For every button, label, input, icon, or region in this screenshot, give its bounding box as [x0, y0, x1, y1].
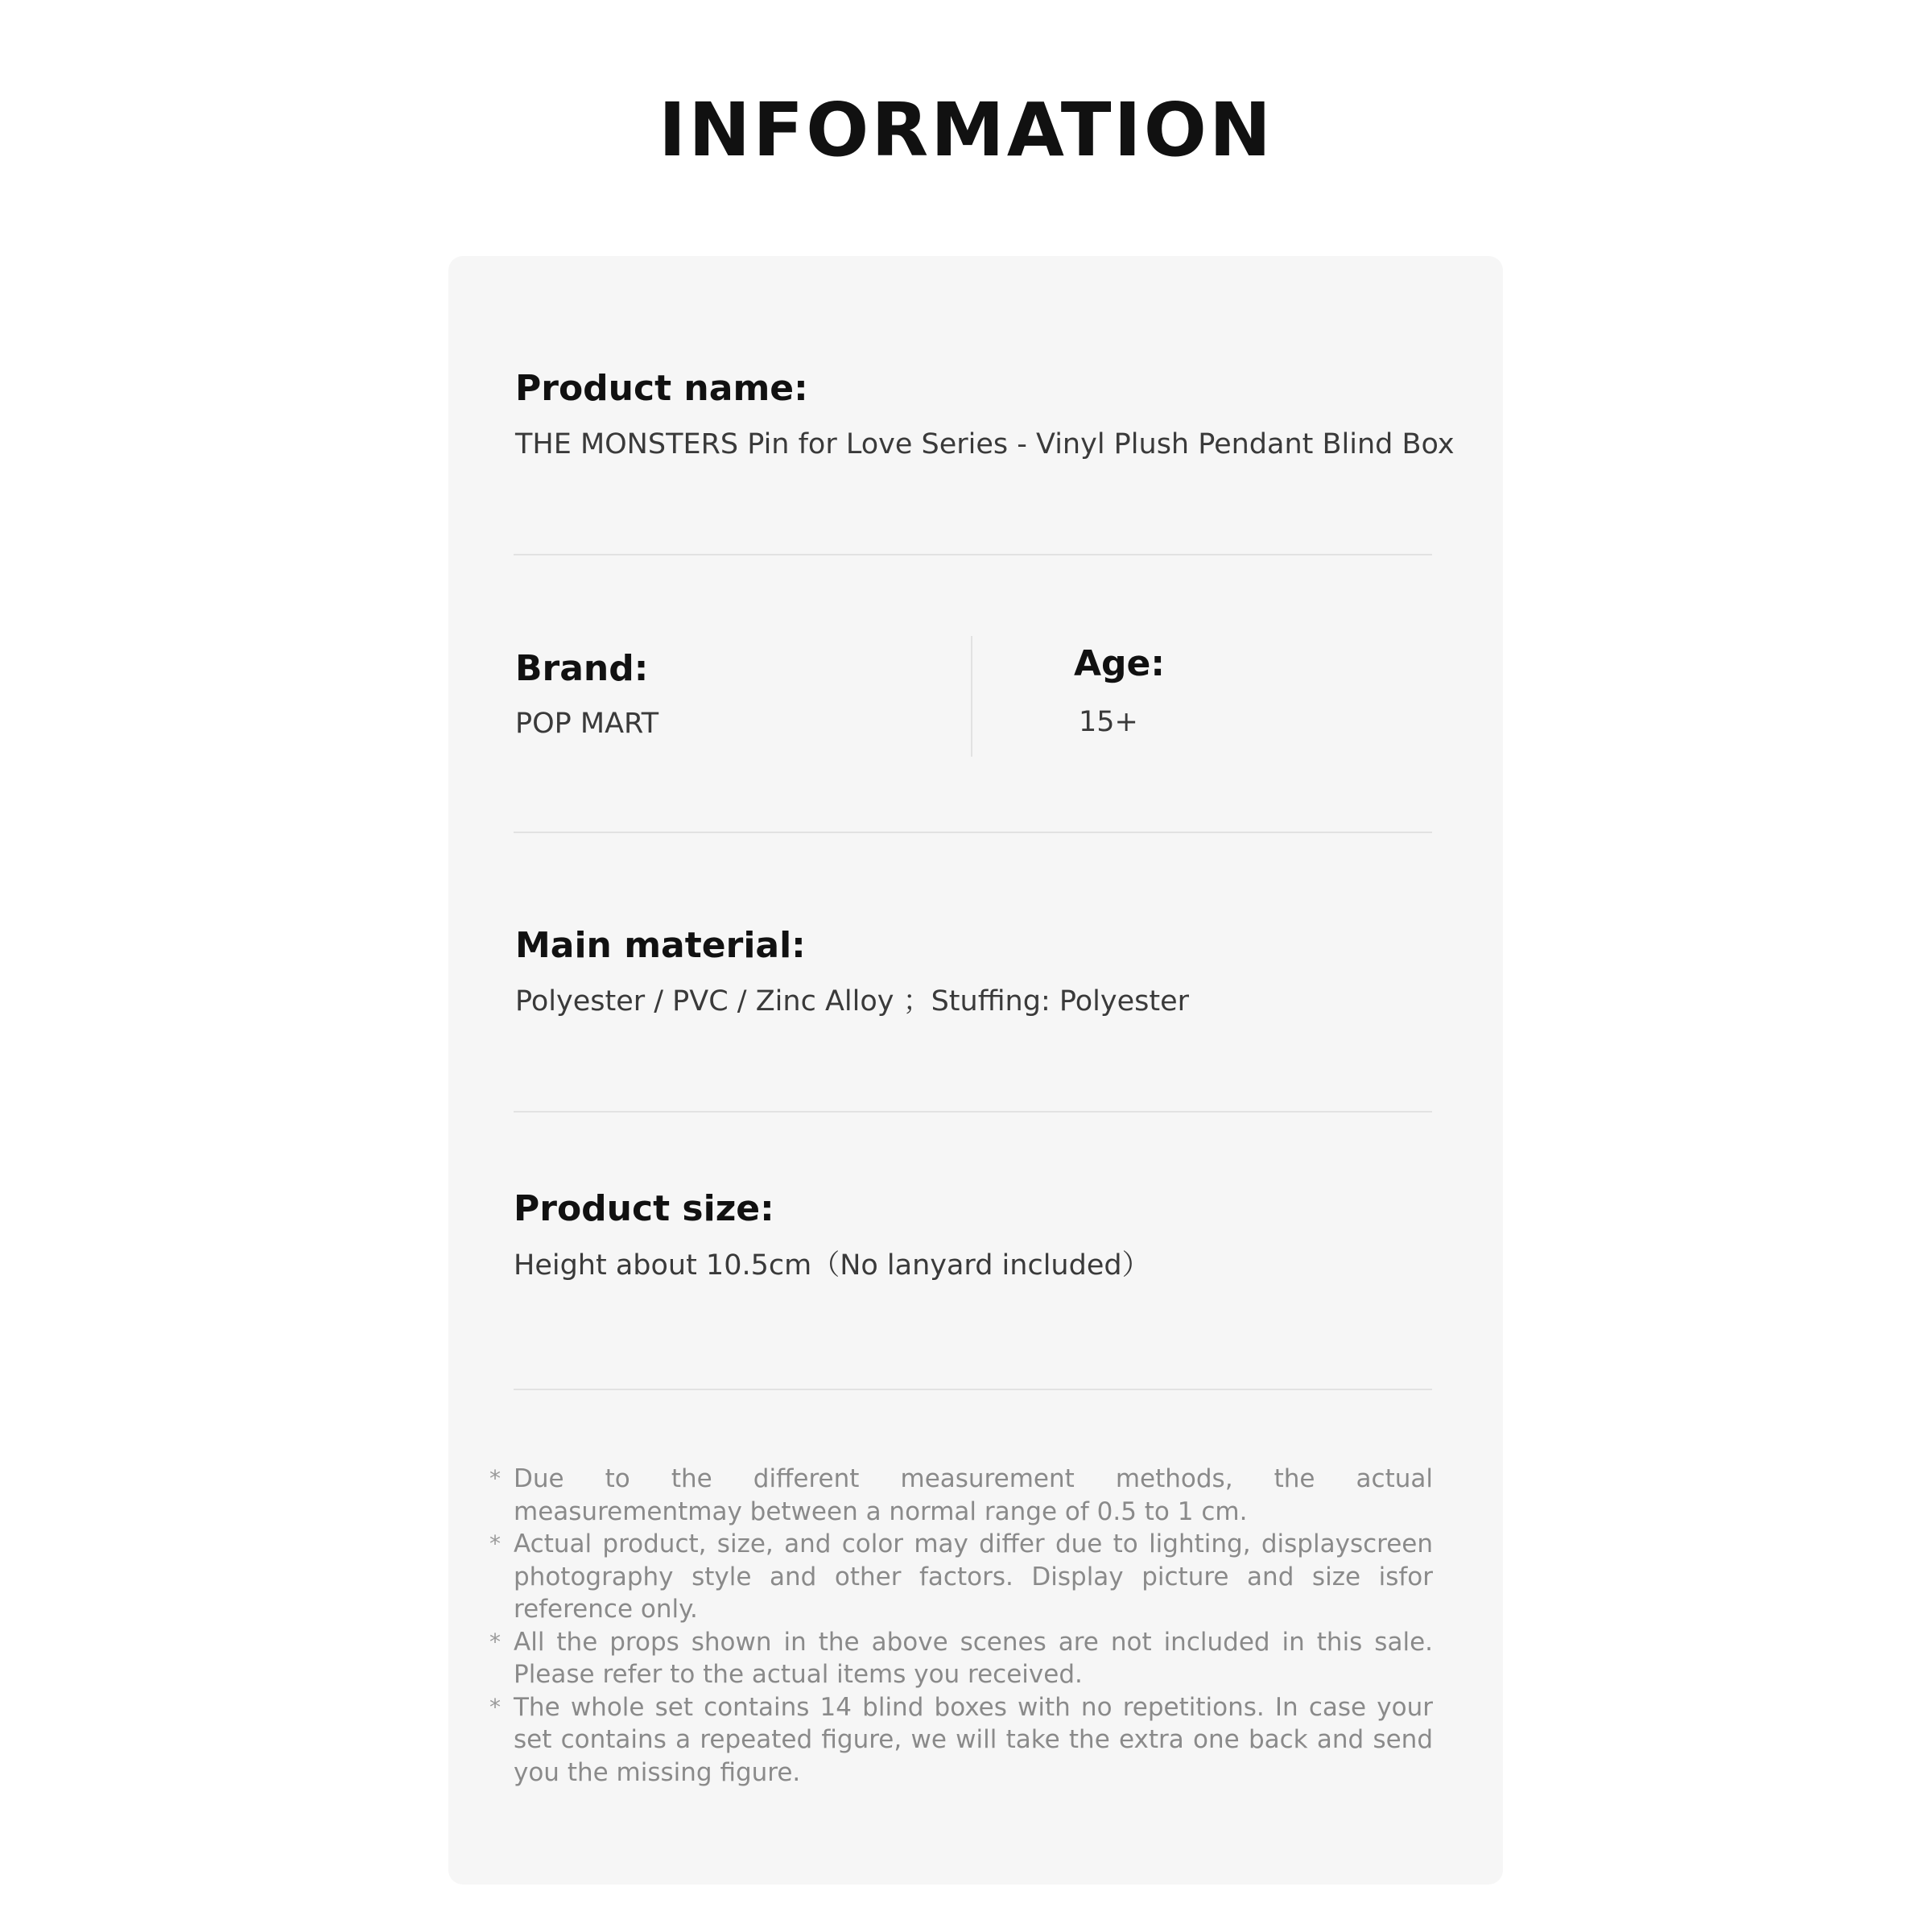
brand-label: Brand: — [515, 648, 649, 689]
divider — [514, 832, 1432, 833]
note-text: All the props shown in the above scenes are not included in this sale. Please refer to the actual items you received. — [514, 1627, 1433, 1689]
disclaimer-notes — [489, 1463, 1433, 1789]
asterisk-icon: * — [489, 1465, 501, 1492]
divider — [514, 554, 1432, 555]
page-title: INFORMATION — [658, 87, 1274, 173]
divider — [514, 1111, 1432, 1113]
note-text: Actual product, size, and color may differ due to lighting, displayscreen photography style and other factors. Display picture and size isfor reference only. — [514, 1530, 1433, 1624]
note-text: Due to the different measurement methods, the actual measurementmay between a normal range of 0.5 to 1 cm. — [514, 1464, 1433, 1526]
brand-value: POP MART — [515, 708, 659, 740]
product-size-value: Height about 10.5cm（No lanyard included） — [514, 1249, 1150, 1282]
main-material-label: Main material: — [515, 925, 806, 966]
age-value: 15+ — [1079, 706, 1138, 738]
note-item — [489, 1528, 1433, 1626]
divider — [514, 1389, 1432, 1390]
main-material-value: Polyester / PVC / Zinc Alloy ；Stuffing: Polyester — [515, 985, 1189, 1018]
product-name-value: THE MONSTERS Pin for Love Series - Vinyl Plush Pendant Blind Box — [515, 428, 1455, 460]
asterisk-icon: * — [489, 1628, 501, 1655]
product-name-label: Product name: — [515, 368, 808, 409]
product-size-label: Product size: — [514, 1188, 774, 1229]
asterisk-icon: * — [489, 1530, 501, 1557]
note-item — [489, 1463, 1433, 1528]
asterisk-icon: * — [489, 1693, 501, 1720]
column-divider — [971, 636, 972, 757]
note-item — [489, 1626, 1433, 1691]
age-label: Age: — [1074, 643, 1165, 684]
note-item — [489, 1691, 1433, 1790]
note-text: The whole set contains 14 blind boxes with no repetitions. In case your set contains a repeated figure, we will take the extra one back and send you the missing figure. — [514, 1692, 1433, 1787]
